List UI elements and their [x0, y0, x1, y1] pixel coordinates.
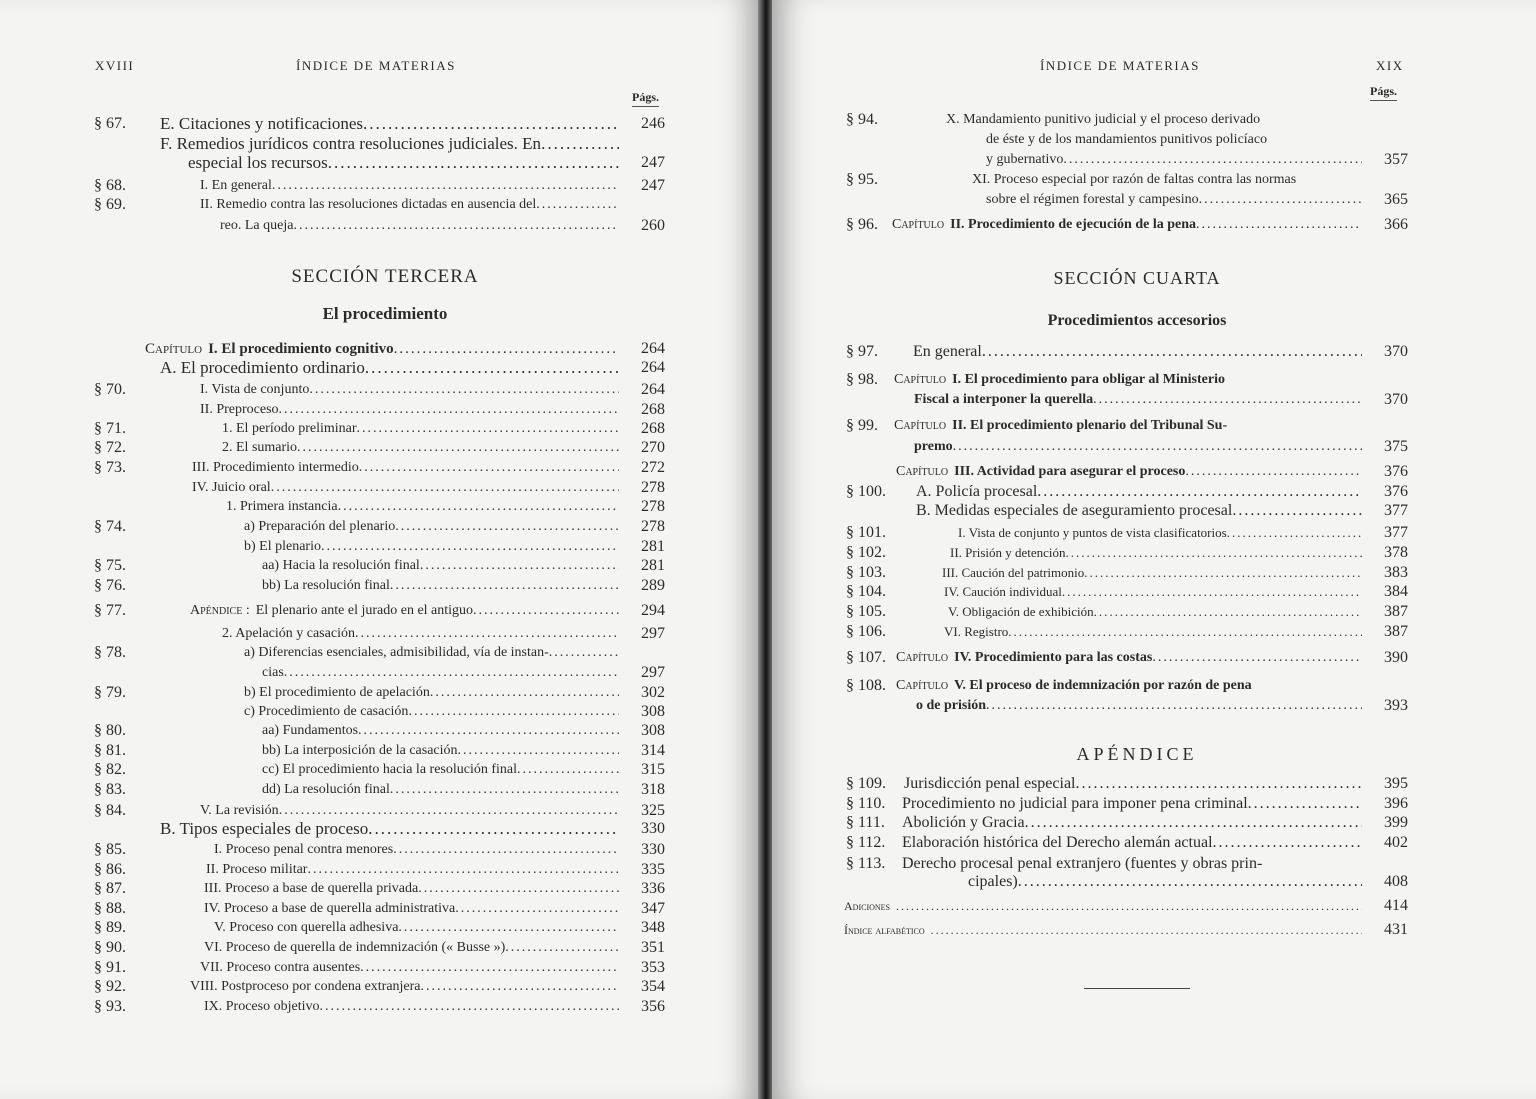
dot-leader — [307, 860, 619, 880]
dot-leader — [1093, 390, 1362, 410]
section-number: § 68. — [94, 177, 126, 194]
entry-title: VI. Proceso de querella de indemnización (« Busse ») — [204, 940, 506, 955]
dot-leader — [1084, 563, 1362, 583]
page-ref: 308 — [641, 722, 665, 739]
running-head: ÍNDICE DE MATERIAS — [296, 58, 456, 73]
section-number: § 108. — [846, 677, 886, 694]
dot-leader — [421, 977, 619, 997]
entry-title: bb) La interposición de la casación — [262, 743, 458, 758]
page-ref: 376 — [1384, 463, 1408, 480]
entry-title: B. Medidas especiales de aseguramiento procesal — [916, 502, 1233, 519]
page-ref: 294 — [641, 602, 665, 619]
dot-leader — [982, 342, 1362, 362]
page-ref: 281 — [641, 557, 665, 574]
dot-leader — [390, 576, 619, 596]
page-ref: 365 — [1384, 191, 1408, 208]
dot-leader — [394, 339, 619, 359]
page-ref: 399 — [1384, 814, 1408, 831]
entry-title: El plenario ante el jurado en el antiguo — [255, 603, 474, 618]
page-ref: 414 — [1384, 897, 1408, 914]
dot-leader — [297, 438, 619, 458]
page-ref: 246 — [641, 115, 665, 132]
page-ref: 264 — [641, 340, 665, 357]
page-ref: 308 — [641, 703, 665, 720]
page-ref: 330 — [641, 841, 665, 858]
entry-title: V. Proceso con querella adhesiva — [214, 920, 399, 935]
page-ref: 297 — [641, 664, 665, 681]
page-ref: 247 — [641, 177, 665, 194]
entry-title: V. La revisión — [200, 803, 279, 818]
dot-leader — [355, 624, 619, 644]
dot-leader — [1066, 543, 1362, 563]
dot-leader — [1076, 774, 1363, 794]
entry-title: F. Remedios jurídicos contra resoluciones judiciales. En — [160, 134, 542, 153]
dot-leader — [1152, 648, 1362, 668]
page-ref: 408 — [1384, 873, 1408, 890]
entry-title: b) El procedimiento de apelación — [244, 685, 430, 700]
page-ref: 377 — [1384, 502, 1408, 519]
page-ref: 370 — [1384, 343, 1408, 360]
page-ref: 278 — [641, 479, 665, 496]
page-ref: 377 — [1384, 524, 1408, 541]
entry-title: III. Actividad para asegurar el proceso — [954, 464, 1186, 479]
section-number: § 94. — [846, 111, 878, 128]
dot-leader — [458, 741, 619, 761]
entry-title: Fiscal a interponer la querella — [914, 392, 1094, 407]
section-number: § 69. — [94, 196, 126, 213]
page-ref: 387 — [1384, 603, 1408, 620]
right-page — [772, 0, 1536, 1099]
dot-leader — [1008, 622, 1362, 642]
section-number: § 95. — [846, 171, 878, 188]
page-ref: 393 — [1384, 697, 1408, 714]
dot-leader — [368, 819, 619, 839]
entry-title: dd) La resolución final — [262, 782, 390, 797]
page-ref: 272 — [641, 459, 665, 476]
dot-leader — [279, 801, 619, 821]
dot-leader — [1062, 582, 1362, 602]
page-ref: 325 — [641, 802, 665, 819]
page-number: XVIII — [95, 58, 135, 73]
dot-leader — [408, 702, 619, 722]
dot-leader — [279, 400, 619, 420]
page-ref: 289 — [641, 577, 665, 594]
page-ref: 366 — [1384, 216, 1408, 233]
section-number: § 103. — [846, 564, 886, 581]
entry-label: Apéndice : — [190, 603, 250, 618]
page-ref: 431 — [1384, 921, 1408, 938]
left-page — [0, 0, 760, 1099]
entry-title: sobre el régimen forestal y campesino — [986, 192, 1199, 207]
entry-label: Capítulo — [892, 217, 945, 232]
page-ref: 278 — [641, 518, 665, 535]
section-number: § 76. — [94, 577, 126, 594]
entry-title: y gubernativo — [986, 152, 1064, 167]
running-head: ÍNDICE DE MATERIAS — [1040, 58, 1200, 73]
entry-title: IV. Caución individual — [944, 584, 1062, 599]
dot-leader — [390, 780, 619, 800]
entry-label: Índice alfabético — [844, 923, 925, 937]
dot-leader — [541, 134, 619, 154]
entry-title: En general — [913, 343, 982, 360]
dot-leader — [1213, 833, 1362, 853]
dot-leader — [517, 760, 619, 780]
section-number: § 112. — [846, 834, 886, 851]
entry-title: I. El procedimiento cognitivo — [208, 341, 394, 357]
page-ref: 318 — [641, 781, 665, 798]
section-number: § 75. — [94, 557, 126, 574]
section-number: § 100. — [846, 483, 886, 500]
entry-title: a) Diferencias esenciales, admisibilidad, vía de instan- — [244, 645, 549, 660]
page-ref: 354 — [641, 978, 665, 995]
entry-title: A. El procedimiento ordinario — [160, 358, 365, 377]
entry-label: Capítulo — [894, 418, 947, 433]
entry-title: Derecho procesal penal extranjero (fuentes y obras prin- — [902, 855, 1263, 872]
dot-leader — [1196, 215, 1362, 235]
page-ref: 383 — [1384, 564, 1408, 581]
entry-title: X. Mandamiento punitivo judicial y el proceso derivado — [946, 112, 1261, 127]
page-ref: 402 — [1384, 834, 1408, 851]
section-number: § 78. — [94, 644, 126, 661]
page-ref: 348 — [641, 919, 665, 936]
entry-title: especial los recursos — [188, 153, 328, 172]
dot-leader — [931, 920, 1362, 940]
entry-title: Abolición y Gracia — [902, 814, 1025, 831]
dot-leader — [338, 497, 619, 517]
entry-title: A. Policía procesal — [916, 483, 1038, 500]
entry-title: o de prisión — [916, 698, 987, 713]
page-ref: 357 — [1384, 151, 1408, 168]
section-number: § 91. — [94, 959, 126, 976]
dot-leader — [319, 997, 619, 1017]
entry-label: Capítulo — [145, 341, 203, 357]
entry-title: c) Procedimiento de casación — [244, 704, 409, 719]
entry-title: 2. Apelación y casación — [222, 626, 355, 641]
dot-leader — [309, 380, 619, 400]
page-ref: 281 — [641, 538, 665, 555]
page-ref: 353 — [641, 959, 665, 976]
page-ref: 260 — [641, 217, 665, 234]
section-number: § 96. — [846, 216, 878, 233]
dot-leader — [1018, 872, 1362, 892]
entry-title: cipales) — [968, 873, 1018, 890]
dot-leader — [293, 216, 619, 236]
dot-leader — [398, 918, 619, 938]
dot-leader — [393, 840, 619, 860]
appendix-title: APÉNDICE — [1076, 744, 1198, 764]
dot-leader — [321, 537, 619, 557]
section-number: § 85. — [94, 841, 126, 858]
entry-title: cias — [262, 665, 284, 680]
entry-title: I. En general — [200, 178, 272, 193]
dot-leader — [473, 601, 619, 621]
dot-leader — [1227, 523, 1362, 543]
entry-label: Capítulo — [896, 650, 949, 665]
entry-title: II. Proceso militar — [206, 862, 308, 877]
entry-title: II. Preproceso — [200, 402, 279, 417]
end-rule — [1084, 988, 1190, 989]
section-number: § 109. — [846, 775, 886, 792]
entry-title: reo. La queja — [220, 218, 294, 233]
page-ref: 387 — [1384, 623, 1408, 640]
section-number: § 67. — [94, 115, 126, 132]
section-number: § 74. — [94, 518, 126, 535]
entry-title: II. Remedio contra las resoluciones dictadas en ausencia del — [200, 197, 537, 212]
section-subtitle: El procedimiento — [322, 304, 448, 323]
page-ref: 314 — [641, 742, 665, 759]
entry-title: II. El procedimiento plenario del Tribunal Su- — [952, 418, 1228, 433]
entry-title: III. Proceso a base de querella privada — [204, 881, 419, 896]
section-number: § 90. — [94, 939, 126, 956]
pags-label: Págs. — [632, 90, 659, 107]
section-number: § 99. — [846, 417, 878, 434]
entry-label: Capítulo — [896, 678, 949, 693]
pags-label: Págs. — [1370, 84, 1397, 101]
dot-leader — [284, 663, 619, 683]
section-number: § 72. — [94, 439, 126, 456]
page-ref: 268 — [641, 420, 665, 437]
entry-title: I. Proceso penal contra menores — [214, 842, 394, 857]
section-number: § 104. — [846, 583, 886, 600]
page-ref: 347 — [641, 900, 665, 917]
page-ref: 376 — [1384, 483, 1408, 500]
section-number: § 86. — [94, 861, 126, 878]
entry-title: Jurisdicción penal especial — [904, 775, 1076, 792]
section-number: § 71. — [94, 420, 126, 437]
page-ref: 336 — [641, 880, 665, 897]
page-ref: 335 — [641, 861, 665, 878]
section-number: § 82. — [94, 761, 126, 778]
page-ref: 247 — [641, 154, 665, 171]
entry-title: a) Preparación del plenario — [244, 519, 396, 534]
dot-leader — [1094, 602, 1362, 622]
entry-title: VI. Registro — [944, 624, 1009, 639]
entry-title: III. Procedimiento intermedio — [192, 460, 359, 475]
page-ref: 264 — [641, 359, 665, 376]
entry-title: V. El proceso de indemnización por razón de pena — [954, 678, 1252, 693]
section-number: § 97. — [846, 343, 878, 360]
page-ref: 378 — [1384, 544, 1408, 561]
page-ref: 396 — [1384, 795, 1408, 812]
section-number: § 83. — [94, 781, 126, 798]
entry-title: II. Prisión y detención — [950, 545, 1066, 560]
section-number: § 113. — [846, 855, 886, 872]
entry-title: V. Obligación de exhibición — [948, 604, 1094, 619]
dot-leader — [549, 643, 619, 663]
section-number: § 89. — [94, 919, 126, 936]
page-ref: 270 — [641, 439, 665, 456]
dot-leader — [358, 721, 619, 741]
dot-leader — [1185, 462, 1362, 482]
dot-leader — [363, 114, 619, 134]
dot-leader — [1248, 794, 1362, 814]
entry-title: E. Citaciones y notificaciones — [160, 114, 363, 133]
entry-title: premo — [914, 439, 953, 454]
page-ref: 370 — [1384, 391, 1408, 408]
entry-title: III. Caución del patrimonio — [942, 565, 1085, 580]
page-ref: 395 — [1384, 775, 1408, 792]
entry-title: B. Tipos especiales de proceso — [160, 819, 369, 838]
section-number: § 70. — [94, 381, 126, 398]
page-ref: 330 — [641, 820, 665, 837]
section-number: § 81. — [94, 742, 126, 759]
section-number: § 80. — [94, 722, 126, 739]
page-number: XIX — [1376, 58, 1404, 73]
dot-leader — [360, 958, 619, 978]
section-number: § 87. — [94, 880, 126, 897]
dot-leader — [986, 696, 1362, 716]
section-number: § 102. — [846, 544, 886, 561]
entry-title: de éste y de los mandamientos punitivos policíaco — [986, 132, 1268, 147]
dot-leader — [1232, 501, 1362, 521]
page-ref: 351 — [641, 939, 665, 956]
dot-leader — [365, 358, 619, 378]
section-subtitle: Procedimientos accesorios — [1047, 312, 1227, 329]
entry-title: I. Vista de conjunto — [200, 382, 310, 397]
section-number: § 88. — [94, 900, 126, 917]
dot-leader — [418, 879, 619, 899]
entry-title: IV. Juicio oral — [192, 480, 271, 495]
dot-leader — [430, 683, 619, 703]
page-ref: 302 — [641, 684, 665, 701]
dot-leader — [1037, 482, 1362, 502]
section-number: § 84. — [94, 802, 126, 819]
section-number: § 98. — [846, 371, 878, 388]
entry-title: bb) La resolución final — [262, 578, 390, 593]
page-ref: 390 — [1384, 649, 1408, 666]
entry-title: Elaboración histórica del Derecho alemán actual — [902, 834, 1213, 851]
entry-title: IV. Proceso a base de querella administrativa — [204, 901, 456, 916]
page-ref: 375 — [1384, 438, 1408, 455]
entry-title: 1. El período preliminar — [222, 421, 357, 436]
section-number: § 105. — [846, 603, 886, 620]
entry-label: Capítulo — [896, 464, 949, 479]
dot-leader — [359, 458, 619, 478]
entry-title: aa) Hacia la resolución final — [262, 558, 420, 573]
section-number: § 107. — [846, 649, 886, 666]
section-number: § 79. — [94, 684, 126, 701]
entry-title: I. Vista de conjunto y puntos de vista clasificatorios — [958, 525, 1227, 540]
dot-leader — [1063, 150, 1362, 170]
page-ref: 315 — [641, 761, 665, 778]
entry-title: 1. Primera instancia — [226, 499, 338, 514]
dot-leader — [505, 938, 619, 958]
section-number: § 93. — [94, 998, 126, 1015]
section-number: § 92. — [94, 978, 126, 995]
dot-leader — [420, 556, 619, 576]
entry-title: 2. El sumario — [222, 440, 298, 455]
dot-leader — [357, 419, 619, 439]
section-title: SECCIÓN CUARTA — [1053, 268, 1221, 288]
entry-title: cc) El procedimiento hacia la resolución final — [262, 762, 518, 777]
section-number: § 111. — [846, 814, 885, 831]
page-ref: 268 — [641, 401, 665, 418]
entry-title: VII. Proceso contra ausentes — [200, 960, 361, 975]
section-number: § 77. — [94, 602, 126, 619]
entry-title: Procedimiento no judicial para imponer pena criminal — [902, 795, 1248, 812]
entry-title: IV. Procedimiento para las costas — [954, 650, 1153, 665]
section-number: § 101. — [846, 524, 886, 541]
entry-title: I. El procedimiento para obligar al Ministerio — [952, 372, 1225, 387]
dot-leader — [455, 899, 619, 919]
dot-leader — [953, 437, 1362, 457]
section-number: § 110. — [846, 795, 886, 812]
dot-leader — [395, 517, 619, 537]
dot-leader — [1199, 190, 1362, 210]
entry-title: II. Procedimiento de ejecución de la pena — [950, 217, 1197, 232]
entry-title: XI. Proceso especial por razón de faltas contra las normas — [972, 172, 1297, 187]
section-title: SECCIÓN TERCERA — [291, 266, 479, 287]
dot-leader — [272, 176, 619, 196]
dot-leader — [536, 195, 619, 215]
dot-leader — [271, 478, 619, 498]
entry-title: IX. Proceso objetivo — [204, 999, 320, 1014]
entry-title: aa) Fundamentos — [262, 723, 359, 738]
dot-leader — [896, 896, 1362, 916]
page-ref: 297 — [641, 625, 665, 642]
dot-leader — [1025, 813, 1362, 833]
section-number: § 106. — [846, 623, 886, 640]
entry-title: VIII. Postproceso por condena extranjera — [190, 979, 421, 994]
entry-title: b) El plenario — [244, 539, 321, 554]
entry-label: Capítulo — [894, 372, 947, 387]
page-ref: 278 — [641, 498, 665, 515]
page-ref: 384 — [1384, 583, 1408, 600]
dot-leader — [328, 153, 619, 173]
page-ref: 356 — [641, 998, 665, 1015]
section-number: § 73. — [94, 459, 126, 476]
entry-label: Adiciones — [844, 899, 890, 913]
page-ref: 264 — [641, 381, 665, 398]
